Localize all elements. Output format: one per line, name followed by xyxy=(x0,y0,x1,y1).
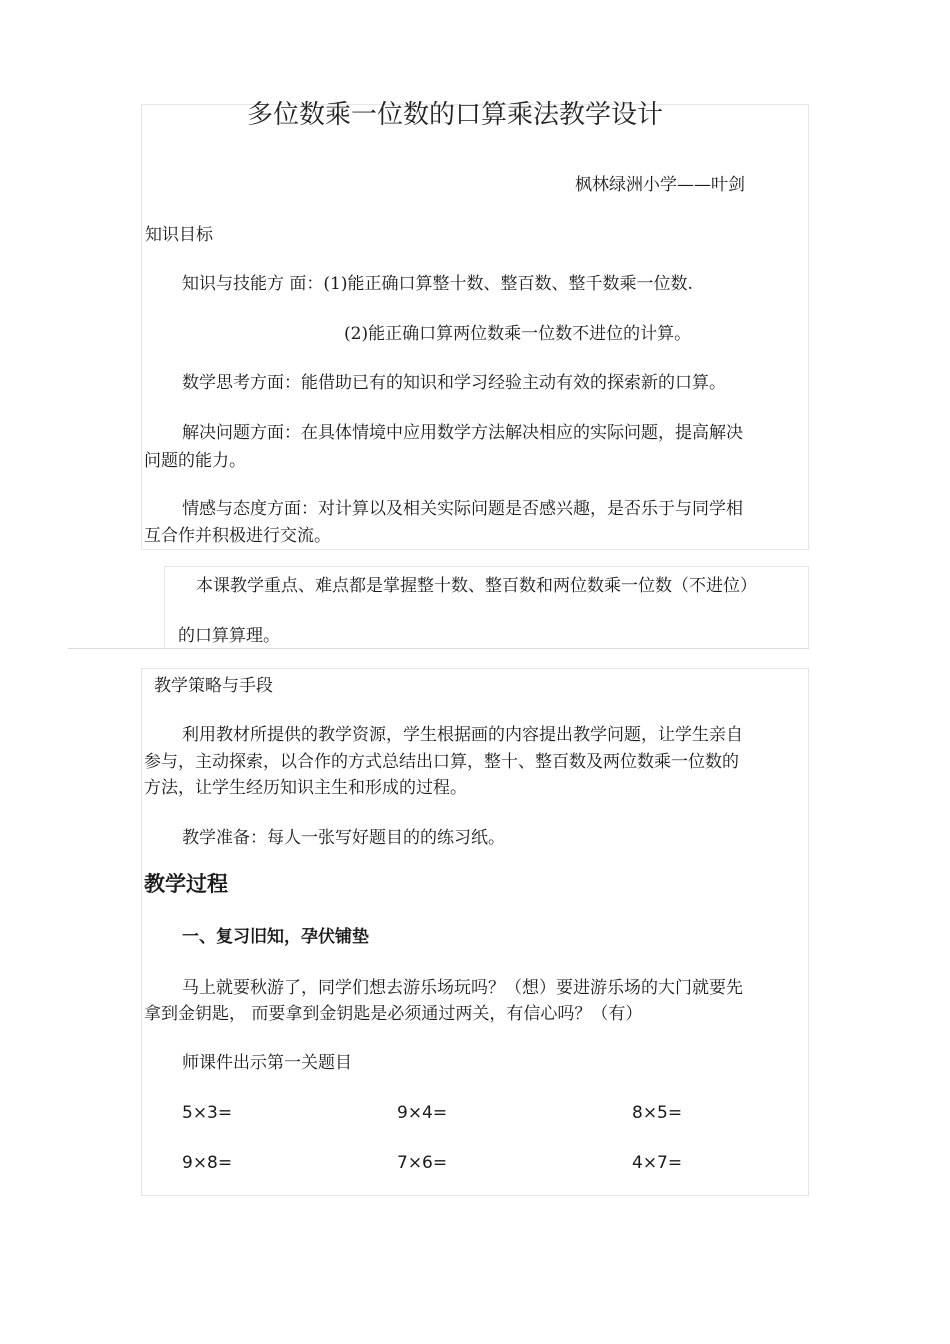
page-title: 多位数乘一位数的口算乘法教学设计 xyxy=(247,100,664,130)
strategy-line-1: 利用教材所提供的教学资源，学生根据画的内容提出教学问题，让学生亲自 xyxy=(182,725,743,745)
math-thinking-goal: 数学思考方面：能借助已有的知识和学习经验主动有效的探索新的口算。 xyxy=(182,373,726,393)
skill-goal-line-2: (2)能正确口算两位数乘一位数不进位的计算。 xyxy=(344,324,692,344)
problem-solving-goal-line-1: 解决问题方面：在具体情境中应用数学方法解决相应的实际问题，提高解决 xyxy=(182,423,743,443)
strategy-line-3: 方法，让学生经历知识主生和形成的过程。 xyxy=(144,778,467,798)
intro-line-1: 马上就要秋游了，同学们想去游乐场玩吗？（想）要进游乐场的大门就要先 xyxy=(182,978,743,998)
attitude-goal-line-2: 互合作并积极进行交流。 xyxy=(144,526,331,546)
intro-line-2: 拿到金钥匙， 而要拿到金钥匙是必须通过两关，有信心吗？（有） xyxy=(144,1004,643,1024)
strategy-line-2: 参与，主动探索，以合作的方式总结出口算，整十、整百数及两位数乘一位数的 xyxy=(144,752,739,772)
divider-line xyxy=(68,648,809,649)
problem-item: 9×8= xyxy=(182,1153,233,1173)
key-points-line-1: 本课教学重点、难点都是掌握整十数、整百数和两位数乘一位数（不进位） xyxy=(196,576,757,596)
problem-item: 7×6= xyxy=(397,1153,448,1173)
process-heading: 教学过程 xyxy=(144,872,228,896)
strategy-heading: 教学策略与手段 xyxy=(154,676,273,696)
teaching-preparation: 教学准备：每人一张写好题目的的练习纸。 xyxy=(182,828,505,848)
knowledge-goals-heading: 知识目标 xyxy=(145,225,213,245)
problem-item: 5×3= xyxy=(182,1103,233,1123)
problem-solving-goal-line-2: 问题的能力。 xyxy=(144,451,246,471)
attitude-goal-line-1: 情感与态度方面：对计算以及相关实际问题是否感兴趣，是否乐于与同学相 xyxy=(182,499,743,519)
author-line: 枫林绿洲小学——叶剑 xyxy=(575,175,745,195)
problem-item: 9×4= xyxy=(397,1103,448,1123)
courseware-line: 师课件出示第一关题目 xyxy=(182,1053,352,1073)
problem-item: 8×5= xyxy=(632,1103,683,1123)
key-points-line-2: 的口算算理。 xyxy=(178,626,280,646)
skill-goal-line-1: 知识与技能方 面：(1)能正确口算整十数、整百数、整千数乘一位数. xyxy=(182,274,693,294)
section-1-heading: 一、复习旧知，孕伏铺垫 xyxy=(182,927,369,947)
problem-item: 4×7= xyxy=(632,1153,683,1173)
